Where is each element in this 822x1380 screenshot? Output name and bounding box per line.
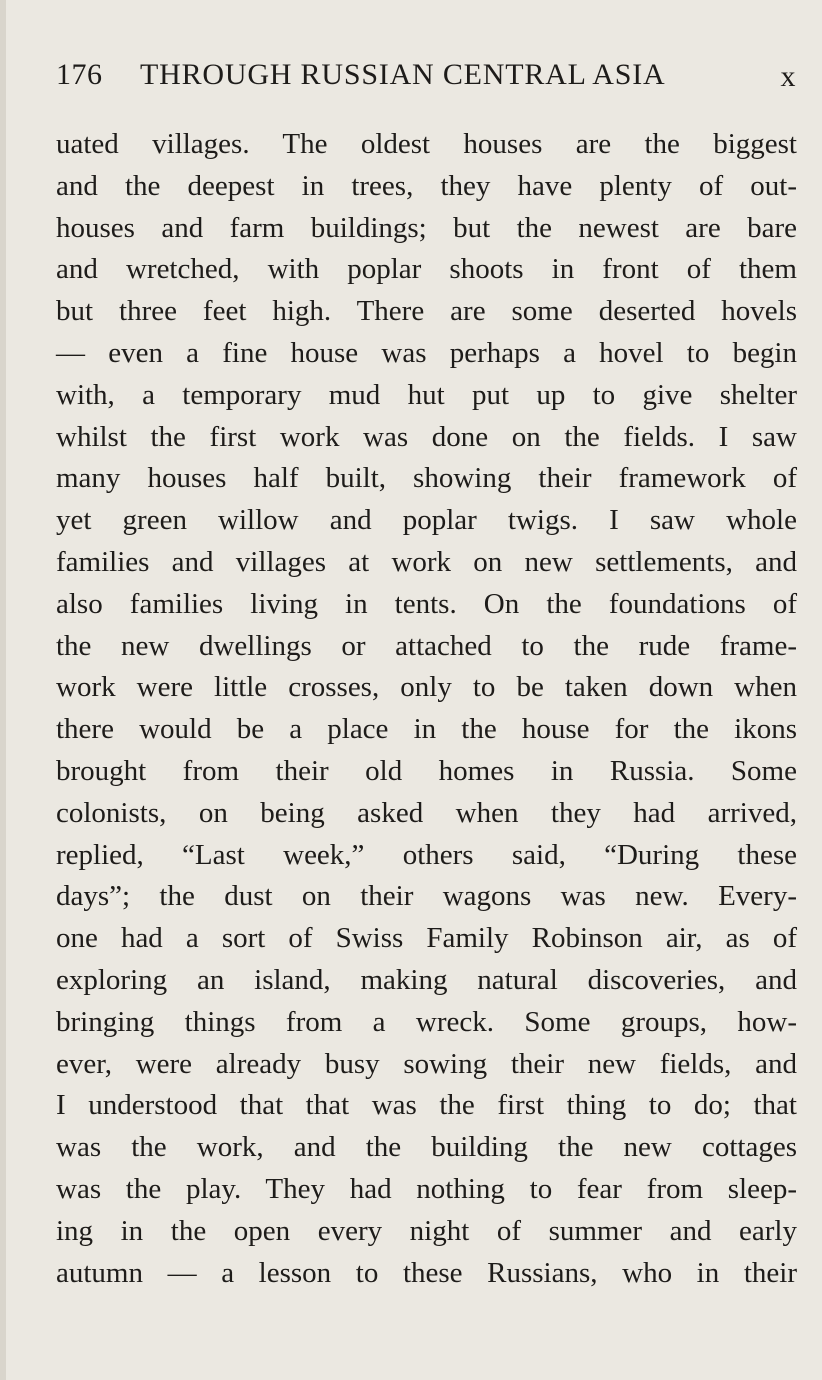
page-number: 176 — [56, 58, 103, 91]
text-line: was the play. They had nothing to fear from sleep- — [56, 1172, 797, 1205]
text-line: autumn — a lesson to these Russians, who in their — [56, 1256, 797, 1289]
text-line: colonists, on being asked when they had arrived, — [56, 796, 797, 829]
text-line: — even a fine house was perhaps a hovel to begin — [56, 336, 797, 369]
text-line: and the deepest in trees, they have plenty of out- — [56, 169, 797, 202]
running-header — [56, 58, 800, 100]
text-line: there would be a place in the house for the ikons — [56, 713, 797, 746]
text-line: was the work, and the building the new cottages — [56, 1131, 797, 1164]
text-line: whilst the first work was done on the fields. I saw — [56, 420, 797, 453]
text-line: days”; the dust on their wagons was new. Every- — [56, 880, 797, 913]
text-line: I understood that that was the first thing to do; that — [56, 1089, 797, 1122]
text-line: brought from their old homes in Russia. Some — [56, 754, 797, 787]
text-line: uated villages. The oldest houses are the biggest — [56, 128, 797, 160]
text-line: ever, were already busy sowing their new fields, and — [56, 1047, 797, 1080]
chapter-number: x — [780, 60, 796, 93]
text-line: and wretched, with poplar shoots in front of them — [56, 253, 797, 286]
running-title: THROUGH RUSSIAN CENTRAL ASIA — [140, 58, 666, 91]
body-text — [56, 124, 797, 1294]
text-line: exploring an island, making natural discoveries, and — [56, 963, 797, 996]
text-line: bringing things from a wreck. Some groups, how- — [56, 1005, 797, 1038]
text-line: work were little crosses, only to be taken down when — [56, 671, 797, 704]
text-line: the new dwellings or attached to the rude frame- — [56, 629, 797, 662]
text-line: yet green willow and poplar twigs. I saw whole — [56, 504, 797, 537]
text-line: also families living in tents. On the foundations of — [56, 587, 797, 620]
text-line: replied, “Last week,” others said, “During these — [56, 838, 797, 871]
text-line: with, a temporary mud hut put up to give shelter — [56, 378, 797, 411]
text-line: one had a sort of Swiss Family Robinson air, as of — [56, 922, 797, 955]
text-line: but three feet high. There are some deserted hovels — [56, 295, 797, 328]
text-line: many houses half built, showing their framework of — [56, 462, 797, 495]
text-line: families and villages at work on new settlements, and — [56, 545, 797, 578]
text-line: ing in the open every night of summer and early — [56, 1214, 797, 1247]
text-line: houses and farm buildings; but the newest are bare — [56, 211, 797, 244]
